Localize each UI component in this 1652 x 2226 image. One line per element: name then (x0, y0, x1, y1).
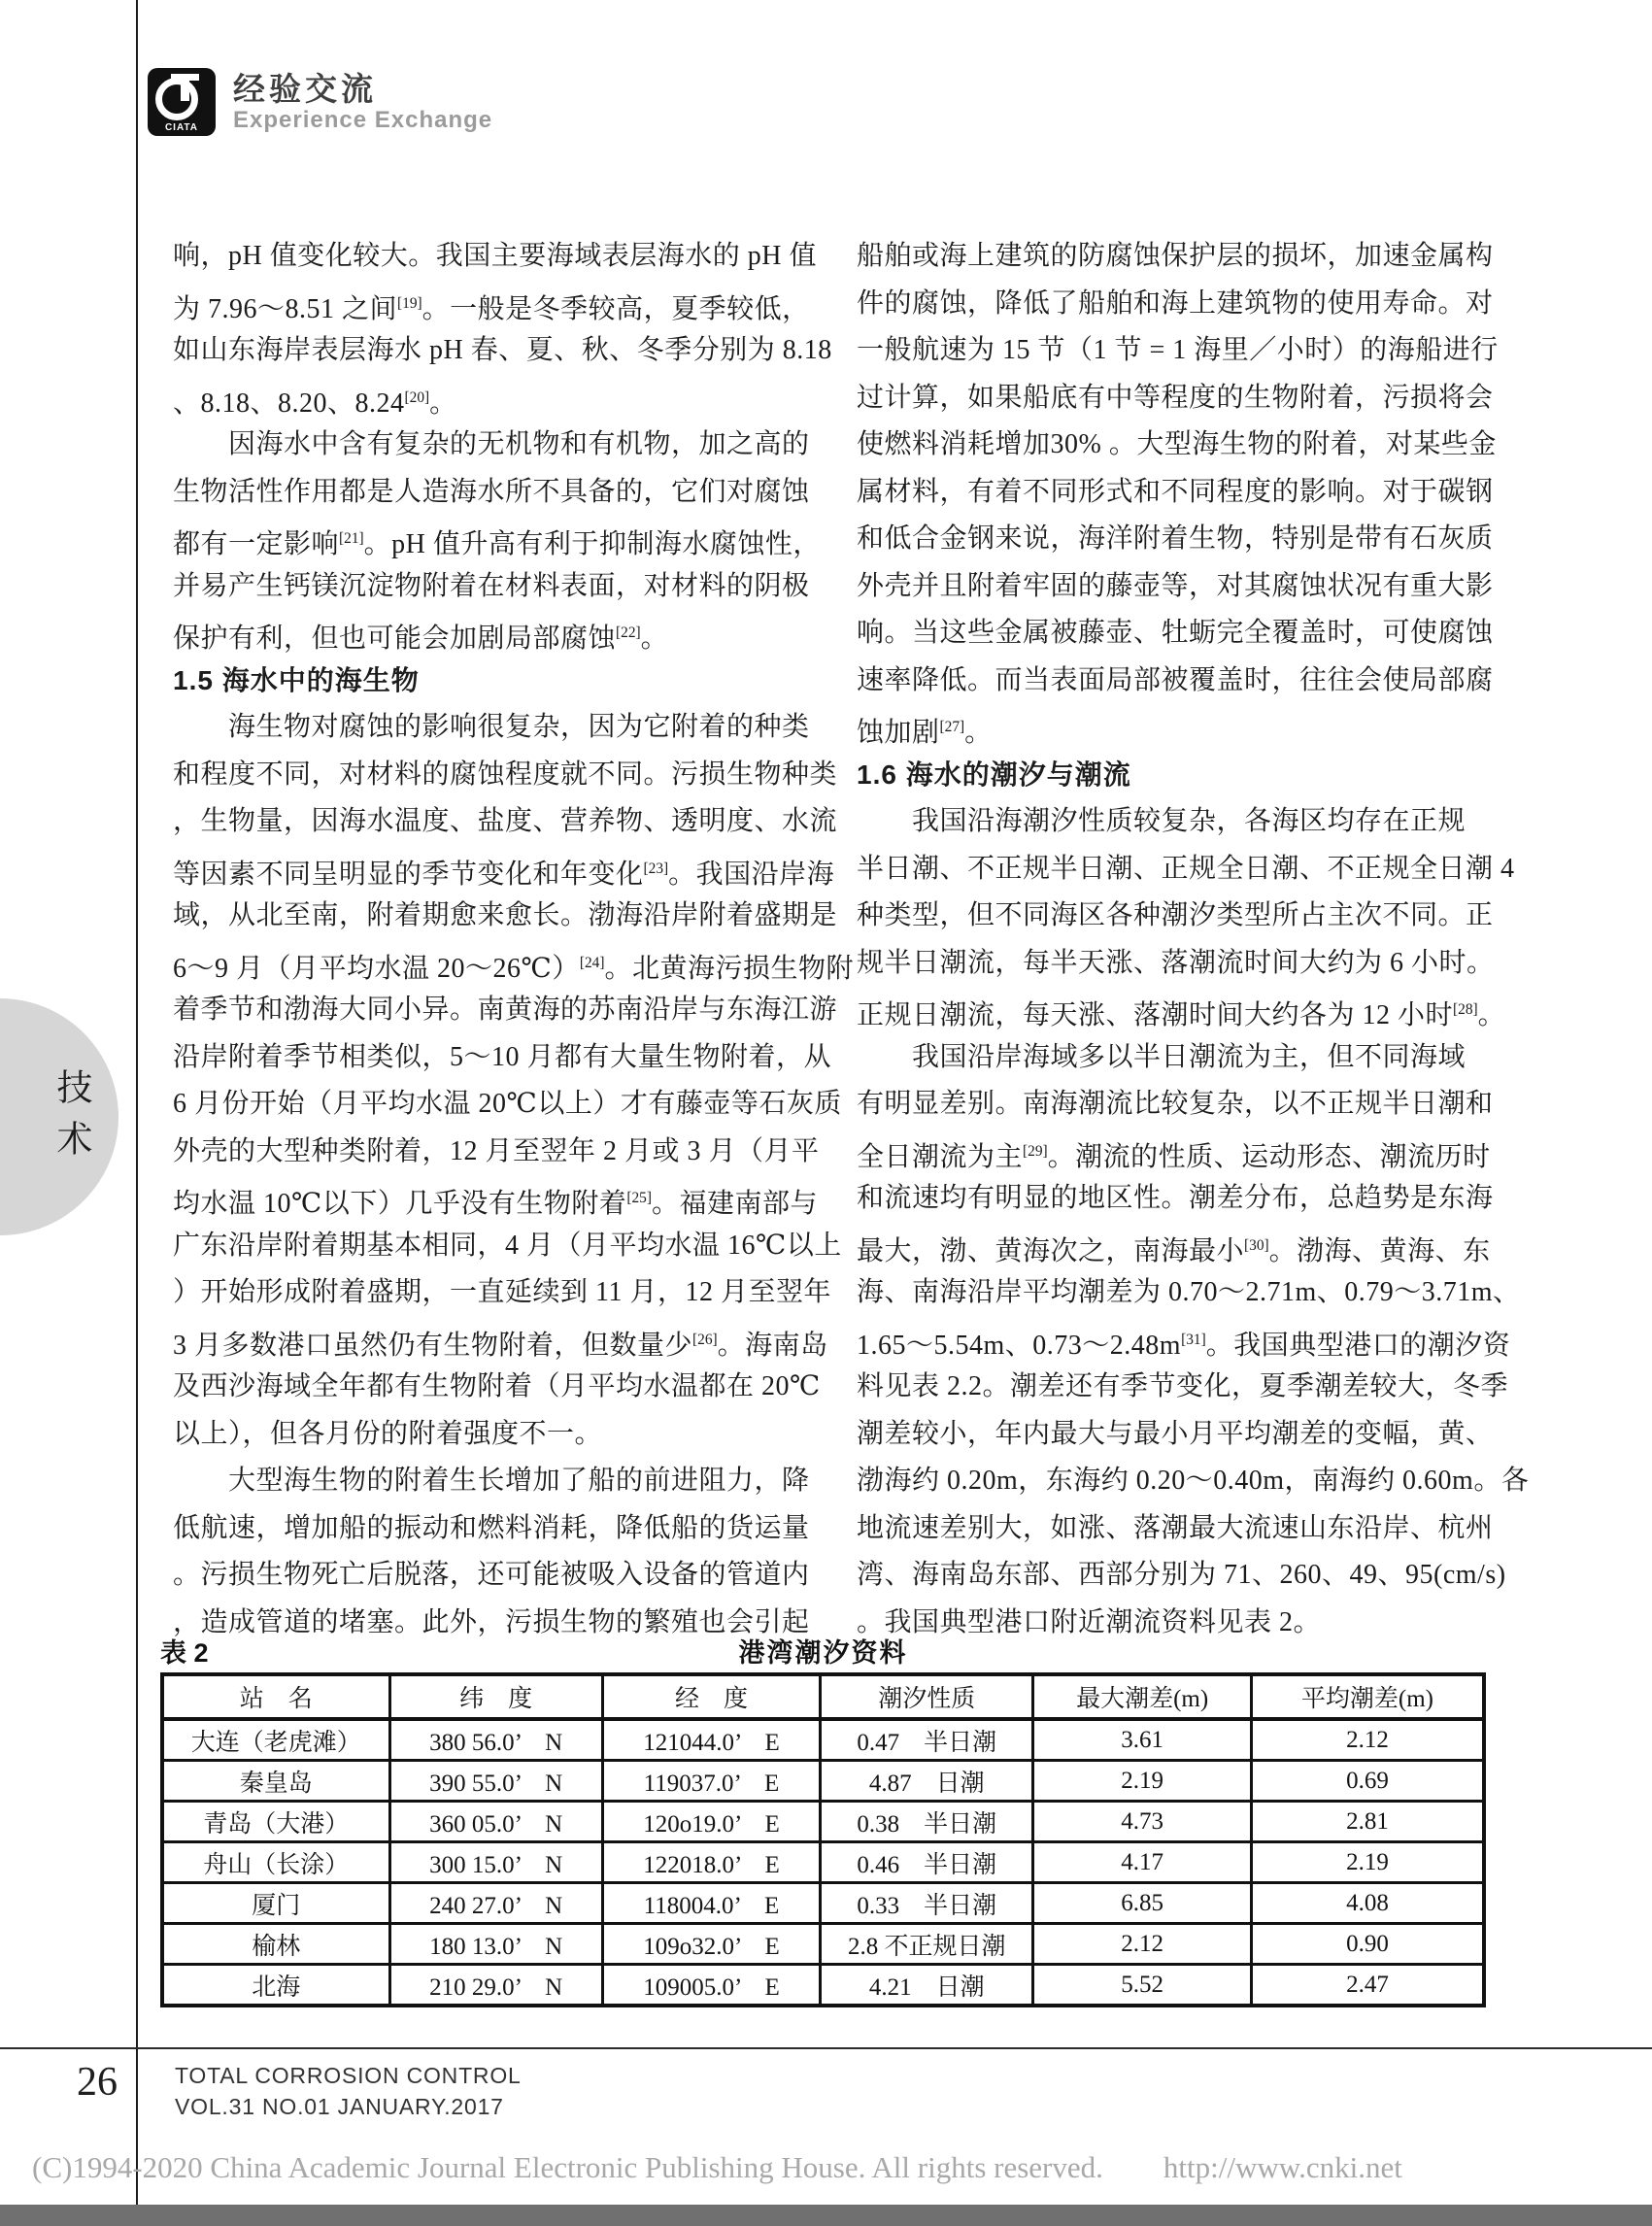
reference-marker: [26] (692, 1331, 718, 1348)
table-cell: 厦门 (162, 1883, 389, 1924)
table-cell: 2.12 (1251, 1719, 1484, 1761)
text-line: ，造成管道的堵塞。此外，污损生物的繁殖也会引起 (173, 1606, 810, 1637)
reference-marker: [19] (397, 294, 422, 312)
table-cell: 4.21 日潮 (821, 1965, 1033, 2007)
table-cell: 122018.0’ E (602, 1842, 821, 1883)
reference-marker: [31] (1181, 1331, 1206, 1348)
table-cell: 109005.0’ E (602, 1965, 821, 2007)
text-line: 着季节和渤海大同小异。南黄海的苏南沿岸与东海江游 (173, 995, 838, 1025)
table-caption-title: 港湾潮汐资料 (738, 1638, 908, 1668)
text-line: 件的腐蚀，降低了船舶和海上建筑物的使用寿命。对 (857, 287, 1494, 319)
table-cell: 青岛（大港） (162, 1802, 389, 1842)
text-line: 料见表 2.2。潮差还有季节变化，夏季潮差较大，冬季 (857, 1371, 1509, 1401)
text-line: 以上），但各月份的附着强度不一。 (173, 1418, 603, 1449)
text-line: 如山东海岸表层海水 pH 春、夏、秋、冬季分别为 8.18 (173, 335, 832, 365)
table-cell: 4.73 (1033, 1802, 1252, 1842)
table-column-header: 潮汐性质 (821, 1674, 1033, 1719)
text-line: 都有一定影响[21]。pH 值升高有利于抑制海水腐蚀性， (173, 529, 821, 559)
table-column-header: 平均潮差(m) (1251, 1674, 1484, 1719)
ciata-logo-icon (148, 68, 216, 136)
text-line: 过计算，如果船底有中等程度的生物附着，污损将会 (857, 382, 1494, 413)
table-cell: 240 27.0’ N (389, 1883, 602, 1924)
text-line: ，生物量，因海水温度、盐度、营养物、透明度、水流 (173, 806, 838, 836)
table-column-header: 纬 度 (389, 1674, 602, 1719)
table-cell: 3.61 (1033, 1719, 1252, 1761)
table-cell: 360 05.0’ N (389, 1802, 602, 1842)
text-line: 渤海约 0.20m，东海约 0.20～0.40m，南海约 0.60m。各 (857, 1466, 1530, 1496)
tide-table-body (162, 1719, 1484, 2006)
journal-title: TOTAL CORROSION CONTROL (175, 2063, 522, 2088)
table-cell: 0.69 (1251, 1761, 1484, 1802)
table-cell: 120o19.0’ E (602, 1802, 821, 1842)
table-cell: 2.81 (1251, 1802, 1484, 1842)
column-title-en: Experience Exchange (233, 107, 493, 133)
text-line: 湾、海南岛东部、西部分别为 71、260、49、95(cm/s) (857, 1560, 1506, 1590)
table-column-header: 最大潮差(m) (1033, 1674, 1252, 1719)
journal-issue: VOL.31 NO.01 JANUARY.2017 (175, 2094, 504, 2119)
text-line: 及西沙海域全年都有生物附着（月平均水温都在 20℃ (173, 1371, 821, 1401)
text-line: 蚀加剧[27]。 (857, 718, 993, 748)
vertical-rule (136, 0, 138, 2226)
text-line: 有明显差别。南海潮流比较复杂，以不正规半日潮和 (857, 1089, 1494, 1119)
text-line: 。污损生物死亡后脱落，还可能被吸入设备的管道内 (173, 1560, 810, 1590)
side-tab-label: 技术 (51, 1068, 91, 1171)
section-heading: 1.6 海水的潮汐与潮流 (857, 759, 1131, 790)
copyright-line: (C)1994-2020 China Academic Journal Electronic Publishing House. All rights reserved. http://www.cnki.net (32, 2150, 1402, 2184)
logo-word: CIATA (164, 122, 199, 133)
table-row (162, 1842, 1484, 1883)
table-cell: 2.19 (1251, 1842, 1484, 1883)
table-cell: 2.47 (1251, 1965, 1484, 2007)
table-cell: 北海 (162, 1965, 389, 2007)
table-row (162, 1719, 1484, 1761)
table-cell: 榆林 (162, 1924, 389, 1965)
text-line: 和低合金钢来说，海洋附着生物，特别是带有石灰质 (857, 523, 1494, 554)
text-line: 外壳并且附着牢固的藤壶等，对其腐蚀状况有重大影 (857, 570, 1494, 601)
reference-marker: [24] (579, 954, 605, 971)
table-cell: 2.8 不正规日潮 (821, 1924, 1033, 1965)
table-cell: 6.85 (1033, 1883, 1252, 1924)
text-line: 因海水中含有复杂的无机物和有机物，加之高的 (173, 429, 810, 459)
text-line: 6～9 月（月平均水温 20～26℃）[24]。北黄海污损生物附 (173, 953, 854, 984)
column-title-cn: 经验交流 (233, 71, 377, 107)
text-line: 规半日潮流，每半天涨、落潮流时间大约为 6 小时。 (857, 947, 1495, 978)
table-cell: 0.47 半日潮 (821, 1719, 1033, 1761)
page-number: 26 (77, 2060, 118, 2105)
text-line: 正规日潮流，每天涨、落潮时间大约各为 12 小时[28]。 (857, 1000, 1506, 1030)
text-line: 全日潮流为主[29]。潮流的性质、运动形态、潮流历时 (857, 1141, 1491, 1172)
text-line: 船舶或海上建筑的防腐蚀保护层的损坏，加速金属构 (857, 241, 1494, 271)
text-line: ）开始形成附着盛期，一直延续到 11 月，12 月至翌年 (173, 1277, 831, 1307)
text-line: 等因素不同呈明显的季节变化和年变化[23]。我国沿岸海 (173, 859, 835, 890)
text-line: 海、南海沿岸平均潮差为 0.70～2.71m、0.79～3.71m、 (857, 1277, 1521, 1307)
table-cell: 0.33 半日潮 (821, 1883, 1033, 1924)
tide-table-header-row (162, 1674, 1484, 1719)
logo-ring-shape (155, 78, 198, 120)
table-cell: 2.19 (1033, 1761, 1252, 1802)
footer-rule (0, 2047, 1652, 2049)
text-column-left (173, 233, 854, 1646)
tide-table (160, 1672, 1486, 2007)
text-line: 沿岸附着季节相类似，5～10 月都有大量生物附着，从 (173, 1041, 832, 1072)
text-line: 广东沿岸附着期基本相同，4 月（月平均水温 16℃以上 (173, 1230, 842, 1261)
text-line: 外壳的大型种类附着，12 月至翌年 2 月或 3 月（月平 (173, 1135, 820, 1166)
logo-cross-shape (171, 74, 199, 81)
text-line: 半日潮、不正规半日潮、正规全日潮、不正规全日潮 4 (857, 853, 1515, 884)
table-cell: 109o32.0’ E (602, 1924, 821, 1965)
reference-marker: [28] (1453, 1001, 1478, 1018)
table-row (162, 1883, 1484, 1924)
text-line: 。我国典型港口附近潮流资料见表 2。 (857, 1606, 1322, 1637)
reference-marker: [21] (339, 530, 364, 547)
text-line: 使燃料消耗增加30% 。大型海生物的附着，对某些金 (857, 429, 1497, 459)
text-line: 域，从北至南，附着期愈来愈长。渤海沿岸附着盛期是 (173, 900, 838, 930)
reference-marker: [23] (643, 860, 669, 877)
table-cell: 210 29.0’ N (389, 1965, 602, 2007)
table-cell: 121044.0’ E (602, 1719, 821, 1761)
table-row (162, 1965, 1484, 2007)
table-row (162, 1802, 1484, 1842)
text-line: 低航速，增加船的振动和燃料消耗，降低船的货运量 (173, 1512, 810, 1543)
table-cell: 秦皇岛 (162, 1761, 389, 1802)
text-line: 均水温 10℃以下）几乎没有生物附着[25]。福建南部与 (173, 1189, 818, 1219)
reference-marker: [25] (626, 1190, 652, 1206)
table-cell: 180 13.0’ N (389, 1924, 602, 1965)
reference-marker: [30] (1244, 1236, 1269, 1254)
text-line: 响，pH 值变化较大。我国主要海域表层海水的 pH 值 (173, 241, 817, 271)
table-cell: 5.52 (1033, 1965, 1252, 2007)
text-line: 地流速差别大，如涨、落潮最大流速山东沿岸、杭州 (857, 1512, 1494, 1543)
table-cell: 4.17 (1033, 1842, 1252, 1883)
text-line: 一般航速为 15 节（1 节 = 1 海里／小时）的海船进行 (857, 335, 1499, 365)
text-line: 速率降低。而当表面局部被覆盖时，往往会使局部腐 (857, 664, 1494, 695)
text-line: 生物活性作用都是人造海水所不具备的，它们对腐蚀 (173, 476, 810, 507)
bottom-bar (0, 2205, 1652, 2226)
text-line: 和流速均有明显的地区性。潮差分布，总趋势是东海 (857, 1183, 1494, 1213)
reference-marker: [20] (404, 388, 430, 406)
table-cell: 118004.0’ E (602, 1883, 821, 1924)
table-cell: 0.38 半日潮 (821, 1802, 1033, 1842)
table-cell: 舟山（长涂） (162, 1842, 389, 1883)
text-line: 1.65～5.54m、0.73～2.48m[31]。我国典型港口的潮汐资 (857, 1330, 1511, 1361)
text-column-right (857, 233, 1530, 1646)
reference-marker: [22] (616, 624, 641, 641)
reference-marker: [27] (939, 719, 965, 735)
table-cell: 380 56.0’ N (389, 1719, 602, 1761)
side-tab-technology (0, 998, 118, 1235)
text-line: 我国沿岸海域多以半日潮流为主，但不同海域 (857, 1041, 1467, 1072)
text-line: 最大，渤、黄海次之，南海最小[30]。渤海、黄海、东 (857, 1235, 1491, 1266)
table-cell: 0.90 (1251, 1924, 1484, 1965)
text-line: 为 7.96～8.51 之间[19]。一般是冬季较高，夏季较低， (173, 293, 810, 324)
section-heading: 1.5 海水中的海生物 (173, 664, 420, 695)
table-cell: 119037.0’ E (602, 1761, 821, 1802)
text-line: 响。当这些金属被藤壶、牡蛎完全覆盖时，可使腐蚀 (857, 618, 1494, 648)
text-line: 潮差较小，年内最大与最小月平均潮差的变幅，黄、 (857, 1418, 1494, 1449)
text-line: 和程度不同，对材料的腐蚀程度就不同。污损生物种类 (173, 759, 838, 790)
table-column-header: 站 名 (162, 1674, 389, 1719)
table-cell: 300 15.0’ N (389, 1842, 602, 1883)
text-line: 属材料，有着不同形式和不同程度的影响。对于碳钢 (857, 476, 1494, 507)
table-row (162, 1761, 1484, 1802)
table-cell: 390 55.0’ N (389, 1761, 602, 1802)
text-line: 大型海生物的附着生长增加了船的前进阻力，降 (173, 1466, 810, 1496)
text-line: 3 月多数港口虽然仍有生物附着，但数量少[26]。海南岛 (173, 1330, 828, 1361)
table-cell: 0.46 半日潮 (821, 1842, 1033, 1883)
text-line: 并易产生钙镁沉淀物附着在材料表面，对材料的阴极 (173, 570, 810, 601)
text-line: 我国沿海潮汐性质较复杂，各海区均存在正规 (857, 806, 1467, 836)
text-line: 海生物对腐蚀的影响很复杂，因为它附着的种类 (173, 712, 810, 742)
text-line: 、8.18、8.20、8.24[20]。 (173, 388, 457, 419)
text-line: 6 月份开始（月平均水温 20℃以上）才有藤壶等石灰质 (173, 1089, 842, 1119)
table-cell: 4.87 日潮 (821, 1761, 1033, 1802)
table-column-header: 经 度 (602, 1674, 821, 1719)
text-line: 保护有利，但也可能会加剧局部腐蚀[22]。 (173, 624, 669, 654)
table-cell: 大连（老虎滩） (162, 1719, 389, 1761)
table-row (162, 1924, 1484, 1965)
table-cell: 2.12 (1033, 1924, 1252, 1965)
text-line: 种类型，但不同海区各种潮汐类型所占主次不同。正 (857, 900, 1494, 930)
reference-marker: [29] (1023, 1142, 1048, 1160)
table-caption-label: 表 2 (160, 1638, 209, 1668)
table-cell: 4.08 (1251, 1883, 1484, 1924)
